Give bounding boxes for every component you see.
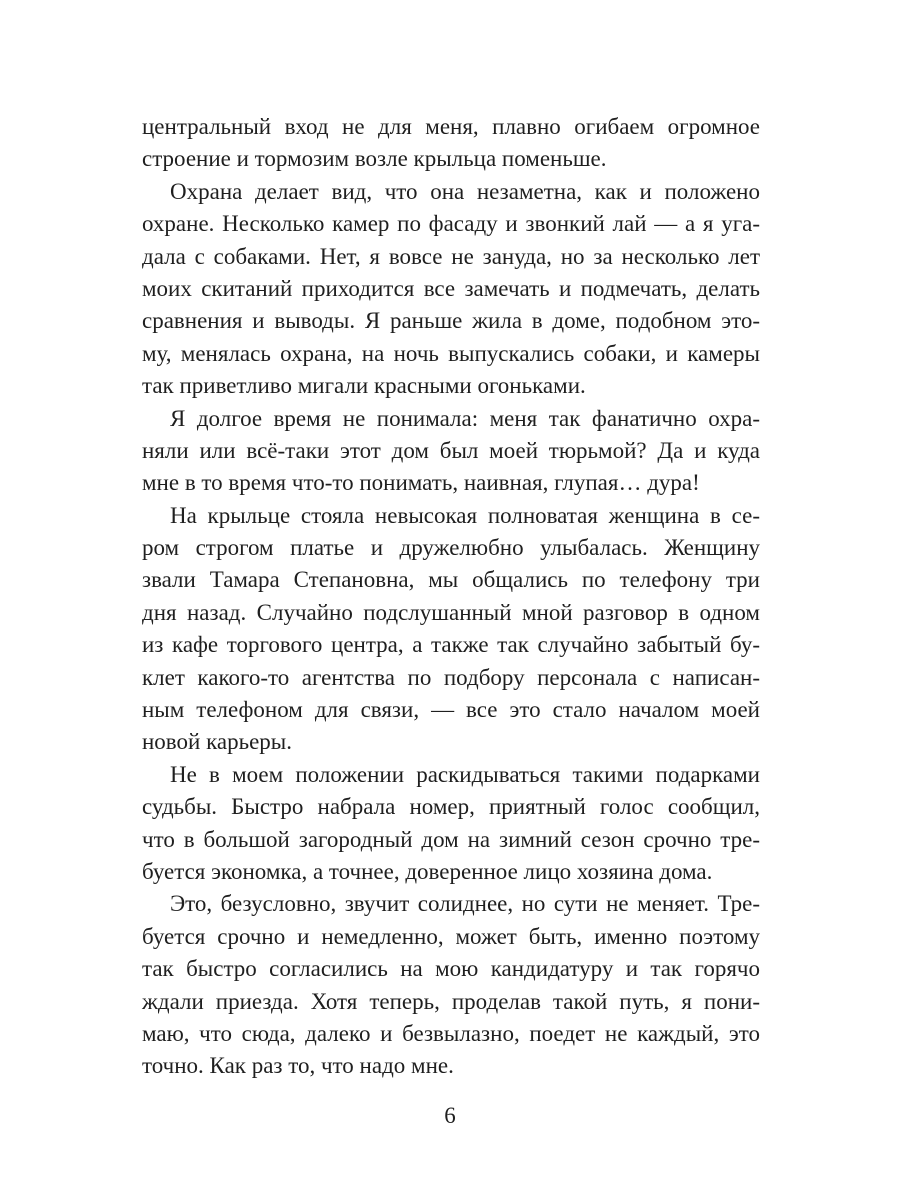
text-line: строение и тормозим возле крыльца поменьше. — [142, 146, 607, 172]
text-line: ждали приезда. Хотя теперь, проделав такой путь, я пони- — [142, 988, 760, 1014]
text-line: звали Тамара Степановна, мы общались по телефону три — [142, 567, 760, 593]
text-line: дня назад. Случайно подслушанный мной разговор в одном — [142, 599, 760, 625]
paragraph — [142, 759, 760, 889]
text-line: из кафе торгового центра, а также так случайно забытый бу- — [142, 632, 760, 658]
text-line: му, менялась охрана, на ночь выпускались собаки, и камеры — [142, 340, 760, 366]
paragraph — [142, 500, 760, 759]
text-line: Не в моем положении раскидываться такими подарками — [170, 761, 760, 787]
page-number: 6 — [444, 1103, 456, 1128]
text-line: няли или всё-таки этот дом был моей тюрьмой? Да и куда — [142, 437, 760, 463]
text-line: новой карьеры. — [142, 729, 293, 755]
text-line: Охрана делает вид, что она незаметна, как и положено — [170, 178, 760, 204]
text-line: охране. Несколько камер по фасаду и звонкий лай — а я уга- — [142, 211, 760, 237]
text-line: маю, что сюда, далеко и безвылазно, поедет не каждый, это — [142, 1020, 760, 1046]
text-line: мне в то время что-то понимать, наивная, глупая… дура! — [142, 470, 700, 496]
paragraph — [142, 111, 760, 176]
paragraph — [142, 176, 760, 403]
text-line: Я долгое время не понимала: меня так фанатично охра- — [170, 405, 760, 431]
text-line: клет какого-то агентства по подбору персонала с написан- — [142, 664, 760, 690]
paragraph — [142, 888, 760, 1082]
text-line: судьбы. Быстро набрала номер, приятный голос сообщил, — [142, 794, 760, 820]
text-line: На крыльце стояла невысокая полноватая женщина в се- — [170, 502, 760, 528]
text-line: буется экономка, а точнее, доверенное лицо хозяина дома. — [142, 858, 713, 884]
text-line: дала с собаками. Нет, я вовсе не зануда, но за несколько лет — [142, 243, 760, 269]
text-line: ным телефоном для связи, — все это стало началом моей — [142, 697, 760, 723]
text-line: буется срочно и немедленно, может быть, именно поэтому — [142, 923, 760, 949]
text-line: так быстро согласились на мою кандидатуру и так горячо — [142, 956, 760, 982]
text-line: так приветливо мигали красными огоньками. — [142, 373, 586, 399]
body-text — [142, 111, 760, 1083]
text-line: центральный вход не для меня, плавно огибаем огромное — [142, 114, 760, 139]
text-line: что в большой загородный дом на зимний сезон срочно тре- — [142, 826, 760, 852]
text-line: сравнения и выводы. Я раньше жила в доме, подобном это- — [142, 308, 760, 334]
text-line: Это, безусловно, звучит солиднее, но сути не меняет. Тре- — [170, 891, 760, 917]
text-line: моих скитаний приходится все замечать и подмечать, делать — [142, 275, 760, 301]
text-line: ром строгом платье и дружелюбно улыбалась. Женщину — [142, 535, 760, 561]
paragraph — [142, 403, 760, 500]
text-line: точно. Как раз то, что надо мне. — [142, 1053, 454, 1079]
